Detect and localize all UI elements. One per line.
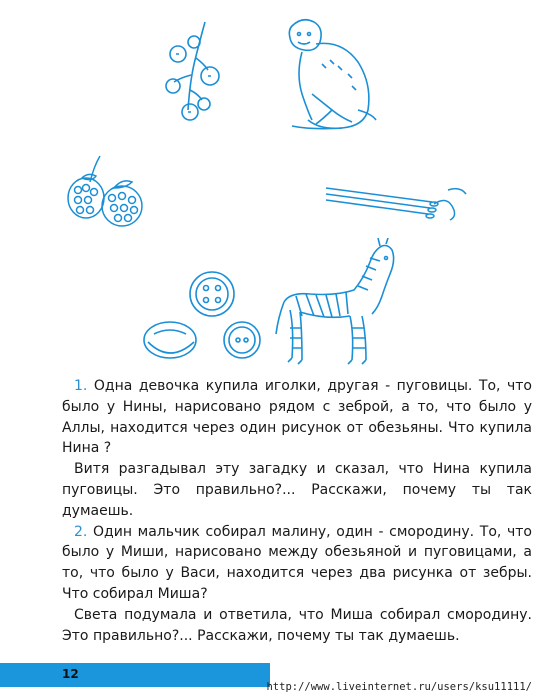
task1-number: 1.	[74, 378, 88, 394]
zebra-icon	[270, 238, 400, 368]
task2-text: Один мальчик собирал малину, один - смородину. То, что было у Миши, нарисовано между обезьяной и пуговицами, а то, что было у Васи, находится через два рисунка от зебры. Что собирал Миша?	[62, 523, 532, 602]
monkey-icon	[272, 14, 382, 132]
task1-followup: Витя разгадывал эту загадку и сказал, что Нина купила пуговицы. Это правильно?... Расскажи, почему ты так думаешь.	[62, 461, 532, 519]
page-number: 12	[62, 667, 79, 681]
task-text	[62, 376, 532, 646]
task2-number: 2.	[74, 523, 88, 540]
task2-paragraph	[62, 522, 532, 605]
raspberries-icon	[60, 152, 150, 232]
task2-followup: Света подумала и ответила, что Миша собирал смородину. Это правильно?... Расскажи, почему ты так думаешь.	[62, 606, 532, 644]
buttons-icon	[140, 268, 270, 364]
watermark-url: http://www.liveinternet.ru/users/ksu11111/	[266, 681, 532, 693]
task1-text: Одна девочка купила иголки, другая - пуговицы. То, что было у Нины, нарисовано рядом с зеброй, а то, что было у Аллы, находится через один рисунок от обезьяны. Что купила Нина ?	[62, 378, 532, 457]
footer-accent-bar	[0, 663, 270, 687]
needles-icon	[322, 182, 472, 224]
currant-branch-icon	[160, 20, 230, 130]
task1-paragraph	[62, 376, 532, 459]
